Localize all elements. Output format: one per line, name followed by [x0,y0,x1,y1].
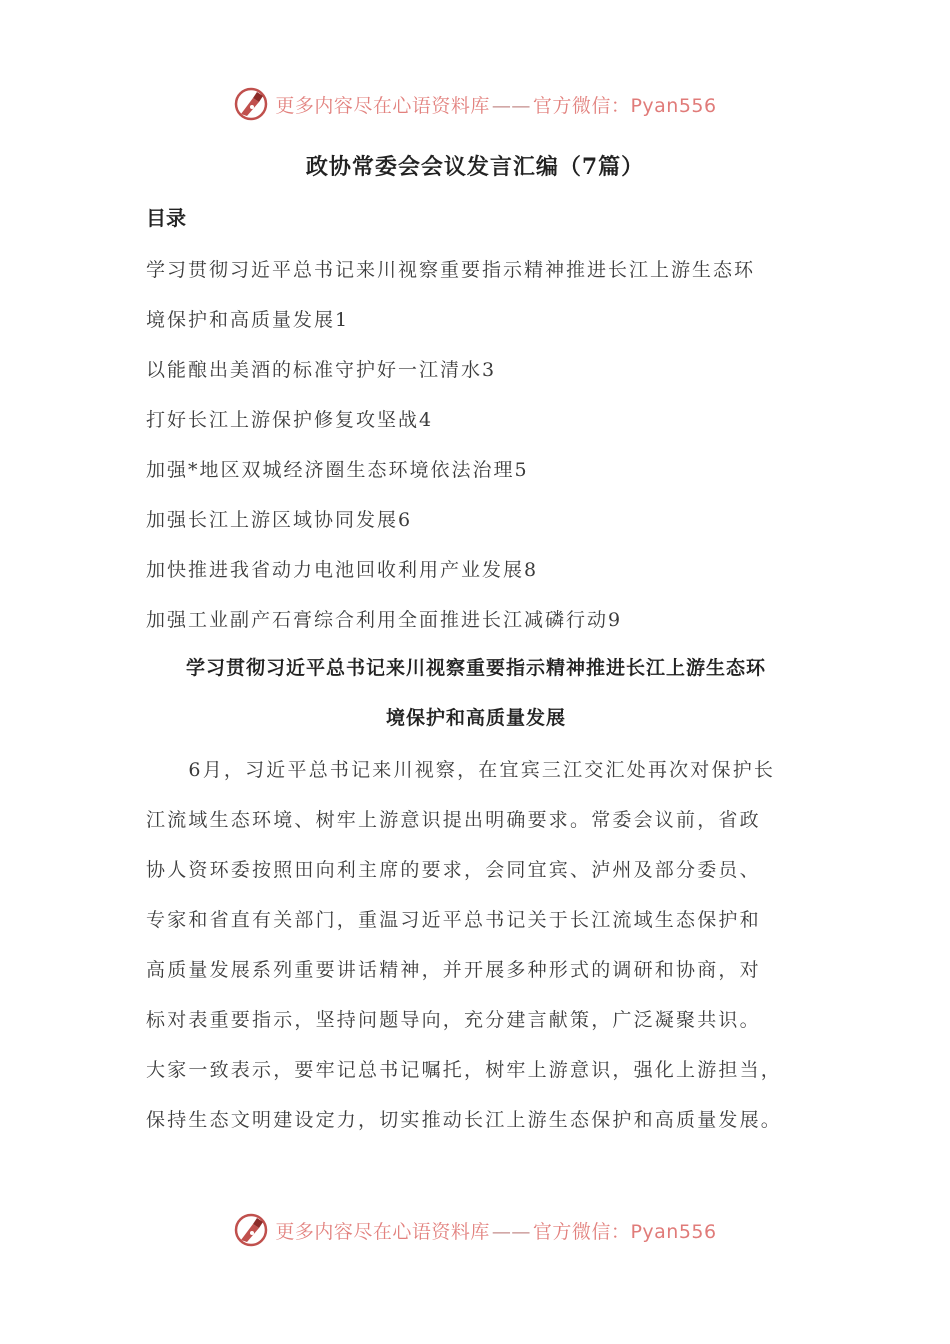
toc-entry[interactable]: 加强工业副产石膏综合利用全面推进长江减磷行动9 [146,609,623,631]
footer-banner [0,1208,950,1252]
document-title: 政协常委会会议发言汇编（7篇） [305,154,645,180]
section-title-line: 学习贯彻习近平总书记来川视察重要指示精神推进长江上游生态环 [185,657,766,679]
wechat-handle: Pyan556 [630,94,717,117]
body-line: 协人资环委按照田向利主席的要求，会同宜宾、泸州及部分委员、 [146,859,761,881]
pen-nib-logo-icon [233,1212,269,1248]
pen-nib-logo-icon [233,86,269,122]
body-line: 高质量发展系列重要讲话精神，并开展多种形式的调研和协商，对 [146,959,761,981]
toc-entry[interactable]: 加强*地区双城经济圈生态环境依法治理5 [146,459,529,481]
section-title-line: 境保护和高质量发展 [385,707,566,729]
banner-text: 更多内容尽在心语资料库 —— 官方微信：Pyan556 [275,94,717,117]
header-banner [0,82,950,126]
wechat-handle: Pyan556 [630,1220,717,1243]
body-line: 保持生态文明建设定力，切实推动长江上游生态保护和高质量发展。 [146,1109,783,1131]
toc-entry[interactable]: 以能酿出美酒的标准守护好一江清水3 [146,359,497,381]
body-line: 标对表重要指示，坚持问题导向，充分建言献策，广泛凝聚共识。 [146,1009,761,1031]
toc-entry[interactable]: 加快推进我省动力电池回收利用产业发展8 [146,559,539,581]
banner-text: 更多内容尽在心语资料库 —— 官方微信：Pyan556 [275,1220,717,1243]
toc-entry[interactable]: 加强长江上游区域协同发展6 [146,509,413,531]
section-title [146,643,806,743]
body-paragraph [146,745,811,1145]
toc-entry[interactable]: 学习贯彻习近平总书记来川视察重要指示精神推进长江上游生态环 [146,259,756,281]
body-line: 专家和省直有关部门，重温习近平总书记关于长江流域生态保护和 [146,909,761,931]
table-of-contents [146,245,806,645]
body-line: 江流域生态环境、树牢上游意识提出明确要求。常委会议前，省政 [146,809,761,831]
toc-entry[interactable]: 打好长江上游保护修复攻坚战4 [146,409,434,431]
body-line: 6月，习近平总书记来川视察，在宜宾三江交汇处再次对保护长 [146,759,776,781]
toc-heading: 目录 [146,206,186,230]
toc-entry[interactable]: 境保护和高质量发展1 [146,309,350,331]
body-line: 大家一致表示，要牢记总书记嘱托，树牢上游意识，强化上游担当， [146,1059,783,1081]
